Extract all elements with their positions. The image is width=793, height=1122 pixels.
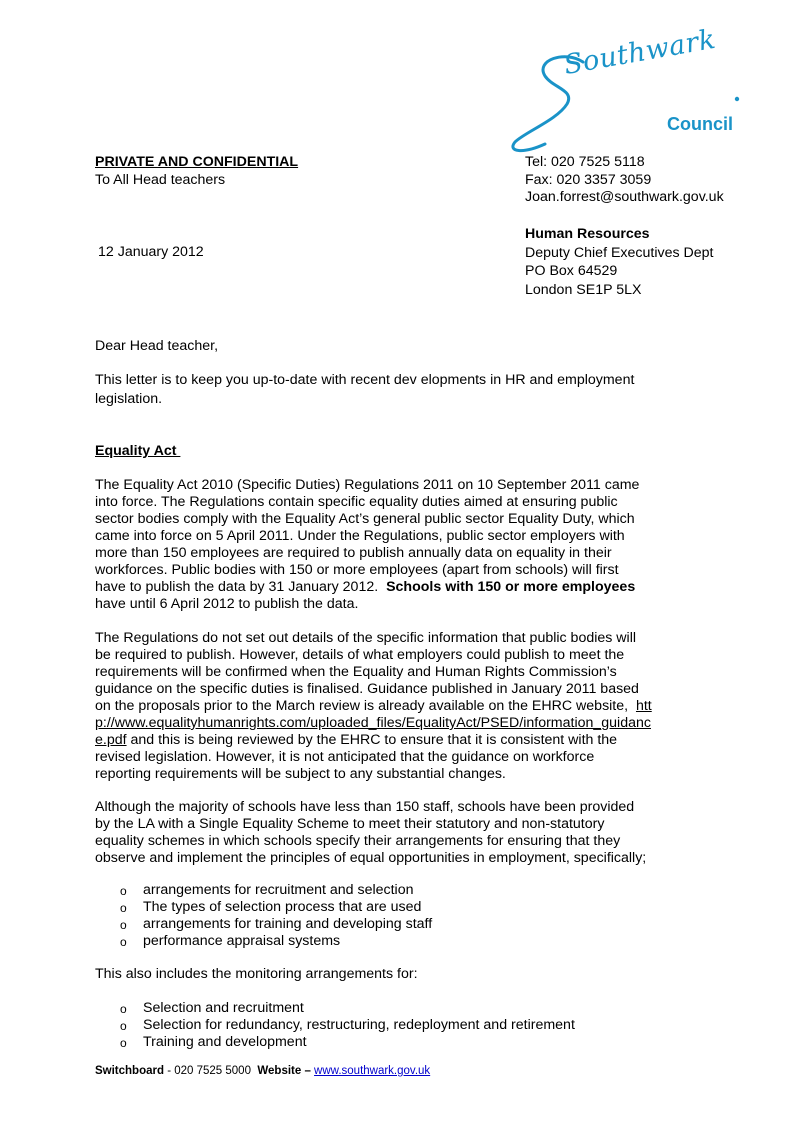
para1-text: have to publish the data by 31 January 2012.	[95, 579, 387, 595]
list-item: arrangements for recruitment and selection	[143, 882, 414, 898]
ehrc-link-part[interactable]: htt	[635, 698, 652, 714]
footer-switchboard-label: Switchboard	[95, 1065, 165, 1077]
list-item: The types of selection process that are used	[143, 899, 422, 915]
southwark-council-logo	[505, 23, 755, 157]
para2-line	[95, 715, 651, 732]
list-bullet: o	[120, 901, 127, 915]
para2-line: requirements will be confirmed when the Equality and Human Rights Commission’s	[95, 664, 617, 680]
para3-line: by the LA with a Single Equality Scheme to meet their statutory and non-statutory	[95, 816, 605, 832]
ehrc-link-part[interactable]: p://www.equalityhumanrights.com/uploaded_files/EqualityAct/PSED/information_guidanc	[95, 715, 651, 731]
para2-line: The Regulations do not set out details of the specific information that public bodies will	[95, 630, 637, 646]
intro-line: legislation.	[95, 391, 163, 407]
list-bullet: o	[120, 1002, 127, 1016]
letter-date: 12 January 2012	[98, 244, 204, 260]
para1-line: more than 150 employees are required to publish annually data on equality in their	[95, 545, 612, 561]
para2-line	[95, 732, 617, 749]
para2-text: and this is being reviewed by the EHRC to ensure that it is consistent with the	[126, 732, 618, 748]
para3-line: equality schemes in which schools specify their arrangements for ensuring that they	[95, 833, 621, 849]
list-item: arrangements for training and developing staff	[143, 916, 433, 932]
footer-website-label: Website –	[257, 1065, 315, 1077]
para2-line	[95, 698, 652, 715]
schools-bold-text: Schools with 150 or more employees	[386, 579, 636, 595]
footer-website-link[interactable]: www.southwark.gov.uk	[314, 1065, 431, 1077]
address-line: London SE1P 5LX	[525, 282, 642, 298]
contact-tel: Tel: 020 7525 5118	[525, 154, 645, 170]
para1-line: came into force on 5 April 2011. Under the Regulations, public sector employers with	[95, 528, 625, 544]
para3-line: Although the majority of schools have less than 150 staff, schools have been provided	[95, 799, 635, 815]
para1-line	[95, 579, 635, 596]
list-item: Selection and recruitment	[143, 1000, 304, 1016]
contact-fax: Fax: 020 3357 3059	[525, 172, 652, 188]
para1-line: sector bodies comply with the Equality Act’s general public sector Equality Duty, which	[95, 511, 635, 527]
list-item: performance appraisal systems	[143, 933, 341, 949]
dept-title: Human Resources	[525, 226, 650, 242]
para2-line: guidance on the specific duties is finalised. Guidance published in January 2011 based	[95, 681, 639, 697]
para1-line: have until 6 April 2012 to publish the data.	[95, 596, 359, 612]
para1-line: into force. The Regulations contain specific equality duties aimed at ensuring public	[95, 494, 618, 510]
para2-line: revised legislation. However, it is not anticipated that the guidance on workforce	[95, 749, 595, 765]
confidential-heading: PRIVATE AND CONFIDENTIAL	[95, 154, 299, 170]
recipient-line: To All Head teachers	[95, 172, 226, 188]
list-bullet: o	[120, 1036, 127, 1050]
para3-line: observe and implement the principles of equal opportunities in employment, specifically;	[95, 850, 647, 866]
section-heading-equality-act: Equality Act	[95, 443, 181, 459]
para2-line: reporting requirements will be subject to any substantial changes.	[95, 766, 506, 782]
logo-script-text: Southwark	[561, 23, 719, 81]
logo-council-word: Council	[667, 114, 733, 134]
para1-line: The Equality Act 2010 (Specific Duties) Regulations 2011 on 10 September 2011 came	[95, 477, 640, 493]
list-item: Selection for redundancy, restructuring, redeployment and retirement	[143, 1017, 575, 1033]
para1-line: workforces. Public bodies with 150 or more employees (apart from schools) will first	[95, 562, 619, 578]
ehrc-link-part[interactable]: e.pdf	[95, 732, 127, 748]
address-line: Deputy Chief Executives Dept	[525, 245, 714, 261]
intro-line: This letter is to keep you up-to-date with recent dev elopments in HR and employment	[95, 372, 635, 388]
list-bullet: o	[120, 884, 127, 898]
list-bullet: o	[120, 935, 127, 949]
para2-line: be required to publish. However, details of what employers could publish to meet the	[95, 647, 625, 663]
list-item: Training and development	[143, 1034, 307, 1050]
footer-switchboard-number: - 020 7525 5000	[164, 1065, 258, 1077]
address-line: PO Box 64529	[525, 263, 618, 279]
footer	[95, 1063, 430, 1080]
para2-text: on the proposals prior to the March review is already available on the EHRC website,	[95, 698, 636, 714]
list-bullet: o	[120, 1019, 127, 1033]
list-bullet: o	[120, 918, 127, 932]
contact-email: Joan.forrest@southwark.gov.uk	[525, 189, 724, 205]
salutation: Dear Head teacher,	[95, 338, 219, 354]
monitoring-intro: This also includes the monitoring arrangements for:	[95, 966, 418, 982]
